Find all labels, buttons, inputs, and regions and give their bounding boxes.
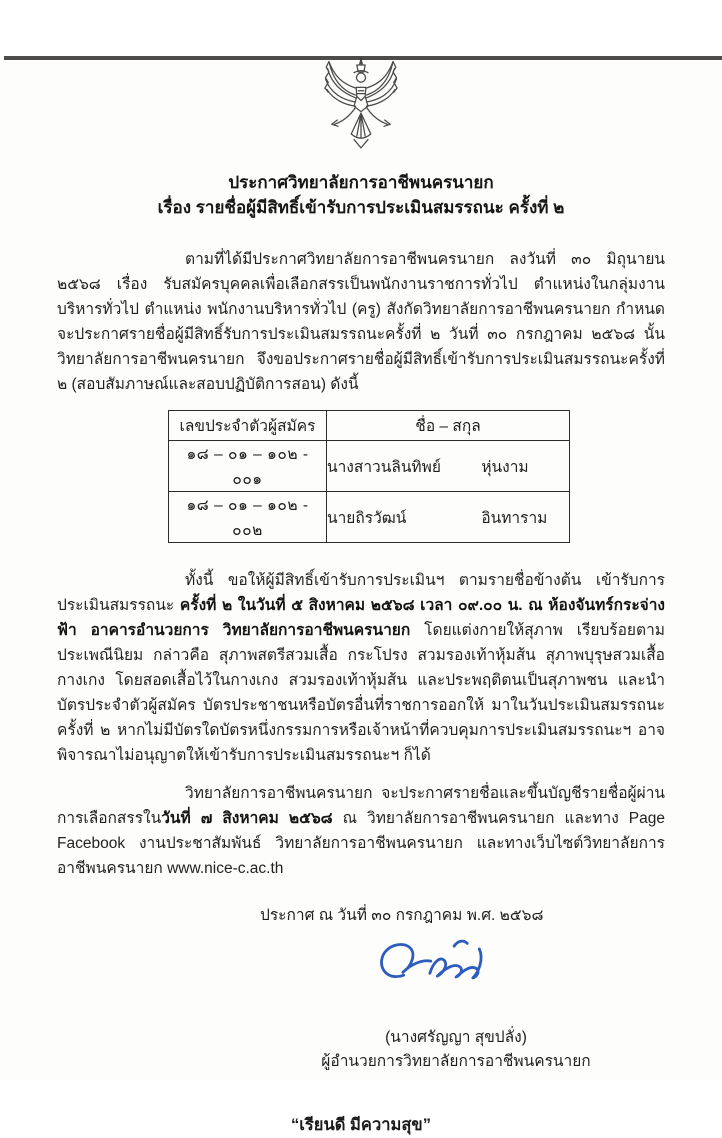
signatory-title: ผู้อำนวยการวิทยาลัยการอาชีพนครนายก — [321, 1053, 591, 1070]
garuda-emblem-icon — [319, 56, 403, 166]
applicant-name — [327, 441, 570, 492]
applicant-table — [168, 410, 570, 543]
table-row — [169, 492, 570, 543]
signature-area — [0, 930, 722, 1026]
applicant-id: ๑๘ – ๐๑ – ๑๐๒ - ๐๐๑ — [169, 441, 327, 492]
announcement-date-line: ประกาศ ณ วันที่ ๓๐ กรกฎาคม พ.ศ. ๒๕๖๘ — [260, 907, 544, 924]
document-header — [0, 170, 722, 220]
scan-edge-artifact — [4, 56, 722, 60]
applicant-first-name: นางสาวนลินทิพย์ — [327, 458, 441, 476]
signatory-block — [296, 1026, 616, 1074]
signatory-name: (นางศรัญญา สุขปลั่ง) — [385, 1029, 527, 1046]
applicant-first-name: นายถิรวัฒน์ — [327, 509, 407, 527]
applicant-last-name: หุ่นงาม — [481, 458, 529, 476]
applicant-name — [327, 492, 570, 543]
table-row — [169, 441, 570, 492]
applicant-id: ๑๘ – ๐๑ – ๑๐๒ - ๐๐๒ — [169, 492, 327, 543]
paragraph-result-announcement: วิทยาลัยการอาชีพนครนายก จะประกาศรายชื่อและขึ้นบัญชีรายชื่อผู้ผ่านการเลือกสรรในวันที่ ๗ สิงหาคม ๒๕๖๘ ณ วิทยาลัยการอาชีพนครนายก และทาง Page Facebook งานประชาสัมพันธ์ วิทยาลัยการอาชีพนครนายก และทางเว็บไซต์วิทยาลัยการอาชีพนครนายก www.nice-c.ac.th — [57, 785, 665, 877]
handwritten-signature — [372, 932, 512, 994]
table-header-row — [169, 411, 570, 441]
paragraph-instructions: ทั้งนี้ ขอให้ผู้มีสิทธิ์เข้ารับการประเมินฯ ตามรายชื่อข้างต้น เข้ารับการประเมินสมรรถนะ ครั้งที่ ๒ ในวันที่ ๕ สิงหาคม ๒๕๖๘ เวลา ๐๙.๐๐ น. ณ ห้องจันทร์กระจ่างฟ้า อาคารอำนวยการ วิทยาลัยการอาชีพนครนายก โดยแต่งกายให้สุภาพ เรียบร้อยตามประเพณีนิยม กล่าวคือ สุภาพสตรีสวมเสื้อ กระโปรง สวมรองเท้าหุ้มส้น สุภาพบุรุษสวมเสื้อ กางเกง โดยสอดเสื้อไว้ในกางเกง สวมรองเท้าหุ้มส้น และประพฤติตนเป็นสุภาพชน และนำบัตรประจำตัวผู้สมัคร บัตรประชาชนหรือบัตรอื่นที่ราชการออกให้ มาในวันประเมินสมรรถนะครั้งที่ ๒ หากไม่มีบัตรใดบัตรหนึ่งกรรมการหรือเจ้าหน้าที่ควบคุมการประเมินสมรรถนะฯ อาจพิจารณาไม่อนุญาตให้เข้ารับการประเมินสมรรถนะฯ ก็ได้ — [57, 572, 665, 764]
document-title: ประกาศวิทยาลัยการอาชีพนครนายก — [228, 173, 494, 192]
column-header-applicant-id: เลขประจำตัวผู้สมัคร — [169, 411, 327, 441]
footer-slogan: “เรียนดี มีความสุข” — [291, 1116, 431, 1134]
document-subject-line: เรื่อง รายชื่อผู้มีสิทธิ์เข้ารับการประเมินสมรรถนะ ครั้งที่ ๒ — [157, 198, 565, 217]
scanned-announcement-page — [0, 56, 722, 1134]
paragraph-background: ตามที่ได้มีประกาศวิทยาลัยการอาชีพนครนายก ลงวันที่ ๓๐ มิถุนายน ๒๕๖๘ เรื่อง รับสมัครบุคคลเพื่อเลือกสรรเป็นพนักงานราชการทั่วไป ตำแหน่งในกลุ่มงานบริหารทั่วไป ตำแหน่ง พนักงานบริหารทั่วไป (ครู) สังกัดวิทยาลัยการอาชีพนครนายก กำหนดจะประกาศรายชื่อผู้มีสิทธิ์รับการประเมินสมรรถนะครั้งที่ ๒ วันที่ ๓๐ กรกฎาคม ๒๕๖๘ นั้น วิทยาลัยการอาชีพนครนายก จึงขอประกาศรายชื่อผู้มีสิทธิ์เข้ารับการประเมินสมรรถนะครั้งที่ ๒ (สอบสัมภาษณ์และสอบปฏิบัติการสอน) ดังนี้ — [57, 251, 665, 393]
applicant-last-name: อินทาราม — [481, 509, 548, 527]
column-header-name: ชื่อ – สกุล — [327, 411, 570, 441]
